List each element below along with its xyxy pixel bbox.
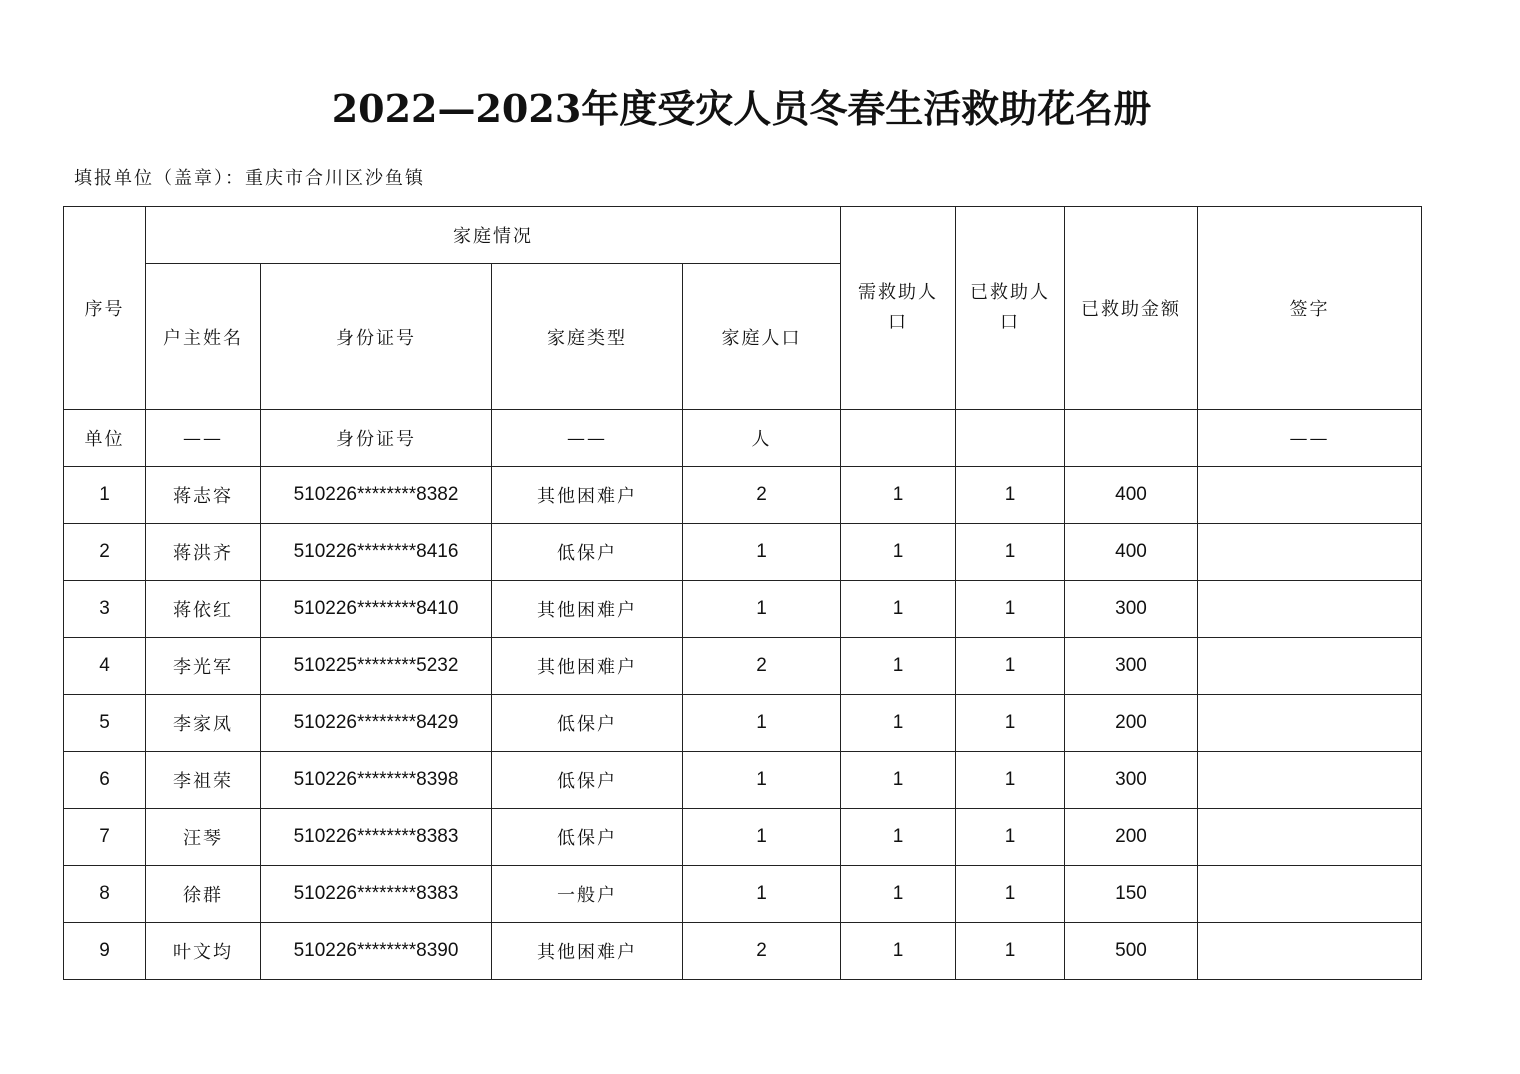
aid-roster-table: [63, 206, 1422, 980]
table-row: [64, 638, 1422, 695]
header-seq: 序号: [64, 207, 146, 410]
cell-need-aid: 1: [841, 809, 956, 866]
header-aided: [956, 207, 1065, 410]
cell-need-aid: 1: [841, 752, 956, 809]
cell-signature: [1198, 638, 1422, 695]
cell-seq: 9: [64, 923, 146, 980]
cell-family-type: 低保户: [492, 752, 683, 809]
cell-family-type: 其他困难户: [492, 581, 683, 638]
table-row: [64, 866, 1422, 923]
cell-family-size: 1: [683, 866, 841, 923]
cell-aid-amount: 400: [1065, 524, 1198, 581]
table-row: [64, 695, 1422, 752]
header-head-name: 户主姓名: [146, 264, 261, 410]
cell-need-aid: 1: [841, 638, 956, 695]
cell-family-type: 低保户: [492, 695, 683, 752]
cell-aid-amount: 300: [1065, 752, 1198, 809]
cell-aided: 1: [956, 809, 1065, 866]
cell-signature: [1198, 467, 1422, 524]
cell-seq: 1: [64, 467, 146, 524]
cell-signature: [1198, 809, 1422, 866]
cell-need-aid: 1: [841, 923, 956, 980]
cell-seq: 3: [64, 581, 146, 638]
table-row: [64, 524, 1422, 581]
cell-head-name: 汪琴: [146, 809, 261, 866]
cell-aid-amount: 400: [1065, 467, 1198, 524]
cell-seq: 4: [64, 638, 146, 695]
cell-family-type: 其他困难户: [492, 638, 683, 695]
cell-signature: [1198, 581, 1422, 638]
header-signature: 签字: [1198, 207, 1422, 410]
cell-signature: [1198, 923, 1422, 980]
cell-head-name: 李祖荣: [146, 752, 261, 809]
cell-family-type: 一般户: [492, 866, 683, 923]
header-family-group: 家庭情况: [146, 207, 841, 264]
cell-head-name: 李光军: [146, 638, 261, 695]
cell-signature: [1198, 752, 1422, 809]
cell-seq: 2: [64, 524, 146, 581]
cell-family-size: 1: [683, 752, 841, 809]
units-aid-amount: [1065, 410, 1198, 467]
cell-aid-amount: 200: [1065, 809, 1198, 866]
cell-head-name: 蒋依红: [146, 581, 261, 638]
cell-aided: 1: [956, 467, 1065, 524]
cell-aid-amount: 200: [1065, 695, 1198, 752]
header-family-type: 家庭类型: [492, 264, 683, 410]
units-family-type: ——: [492, 410, 683, 467]
cell-family-size: 2: [683, 638, 841, 695]
table-row: [64, 581, 1422, 638]
units-family-size: 人: [683, 410, 841, 467]
cell-need-aid: 1: [841, 866, 956, 923]
cell-id-number: 510226********8390: [261, 923, 492, 980]
cell-family-size: 1: [683, 524, 841, 581]
cell-seq: 8: [64, 866, 146, 923]
cell-head-name: 徐群: [146, 866, 261, 923]
cell-need-aid: 1: [841, 467, 956, 524]
cell-family-size: 2: [683, 923, 841, 980]
units-need-aid: [841, 410, 956, 467]
fill-unit-label: 填报单位（盖章）：重庆市合川区沙鱼镇: [74, 168, 425, 189]
cell-aid-amount: 500: [1065, 923, 1198, 980]
units-id-number: 身份证号: [261, 410, 492, 467]
cell-family-size: 1: [683, 695, 841, 752]
table-row: [64, 752, 1422, 809]
cell-aided: 1: [956, 524, 1065, 581]
table-row: [64, 809, 1422, 866]
units-head-name: ——: [146, 410, 261, 467]
cell-aided: 1: [956, 866, 1065, 923]
cell-family-size: 1: [683, 809, 841, 866]
cell-signature: [1198, 866, 1422, 923]
cell-seq: 5: [64, 695, 146, 752]
cell-id-number: 510225********5232: [261, 638, 492, 695]
cell-signature: [1198, 524, 1422, 581]
cell-aided: 1: [956, 923, 1065, 980]
cell-aided: 1: [956, 581, 1065, 638]
cell-need-aid: 1: [841, 695, 956, 752]
table-row: [64, 923, 1422, 980]
header-family-size: 家庭人口: [683, 264, 841, 410]
cell-family-size: 2: [683, 467, 841, 524]
cell-head-name: 叶文均: [146, 923, 261, 980]
cell-aid-amount: 300: [1065, 581, 1198, 638]
header-need-aid-text: 需救助人口: [858, 282, 938, 333]
header-id-number: 身份证号: [261, 264, 492, 410]
header-need-aid: [841, 207, 956, 410]
page-title: 2022—2023年度受灾人员冬春生活救助花名册: [331, 86, 1152, 131]
header-aid-amount: 已救助金额: [1065, 207, 1198, 410]
cell-aided: 1: [956, 695, 1065, 752]
cell-signature: [1198, 695, 1422, 752]
cell-aid-amount: 150: [1065, 866, 1198, 923]
cell-family-type: 其他困难户: [492, 467, 683, 524]
cell-family-size: 1: [683, 581, 841, 638]
cell-id-number: 510226********8382: [261, 467, 492, 524]
cell-head-name: 蒋洪齐: [146, 524, 261, 581]
cell-head-name: 蒋志容: [146, 467, 261, 524]
cell-aided: 1: [956, 638, 1065, 695]
cell-id-number: 510226********8429: [261, 695, 492, 752]
units-aided: [956, 410, 1065, 467]
cell-head-name: 李家凤: [146, 695, 261, 752]
units-label: 单位: [64, 410, 146, 467]
cell-seq: 7: [64, 809, 146, 866]
header-aided-text: 已救助人口: [970, 282, 1050, 333]
header-row-1: [64, 207, 1422, 264]
cell-id-number: 510226********8383: [261, 866, 492, 923]
units-signature: ——: [1198, 410, 1422, 467]
units-row: [64, 410, 1422, 467]
cell-id-number: 510226********8416: [261, 524, 492, 581]
cell-family-type: 低保户: [492, 809, 683, 866]
cell-id-number: 510226********8398: [261, 752, 492, 809]
cell-id-number: 510226********8410: [261, 581, 492, 638]
cell-need-aid: 1: [841, 581, 956, 638]
cell-need-aid: 1: [841, 524, 956, 581]
cell-seq: 6: [64, 752, 146, 809]
cell-aided: 1: [956, 752, 1065, 809]
cell-aid-amount: 300: [1065, 638, 1198, 695]
cell-id-number: 510226********8383: [261, 809, 492, 866]
table-row: [64, 467, 1422, 524]
cell-family-type: 其他困难户: [492, 923, 683, 980]
cell-family-type: 低保户: [492, 524, 683, 581]
